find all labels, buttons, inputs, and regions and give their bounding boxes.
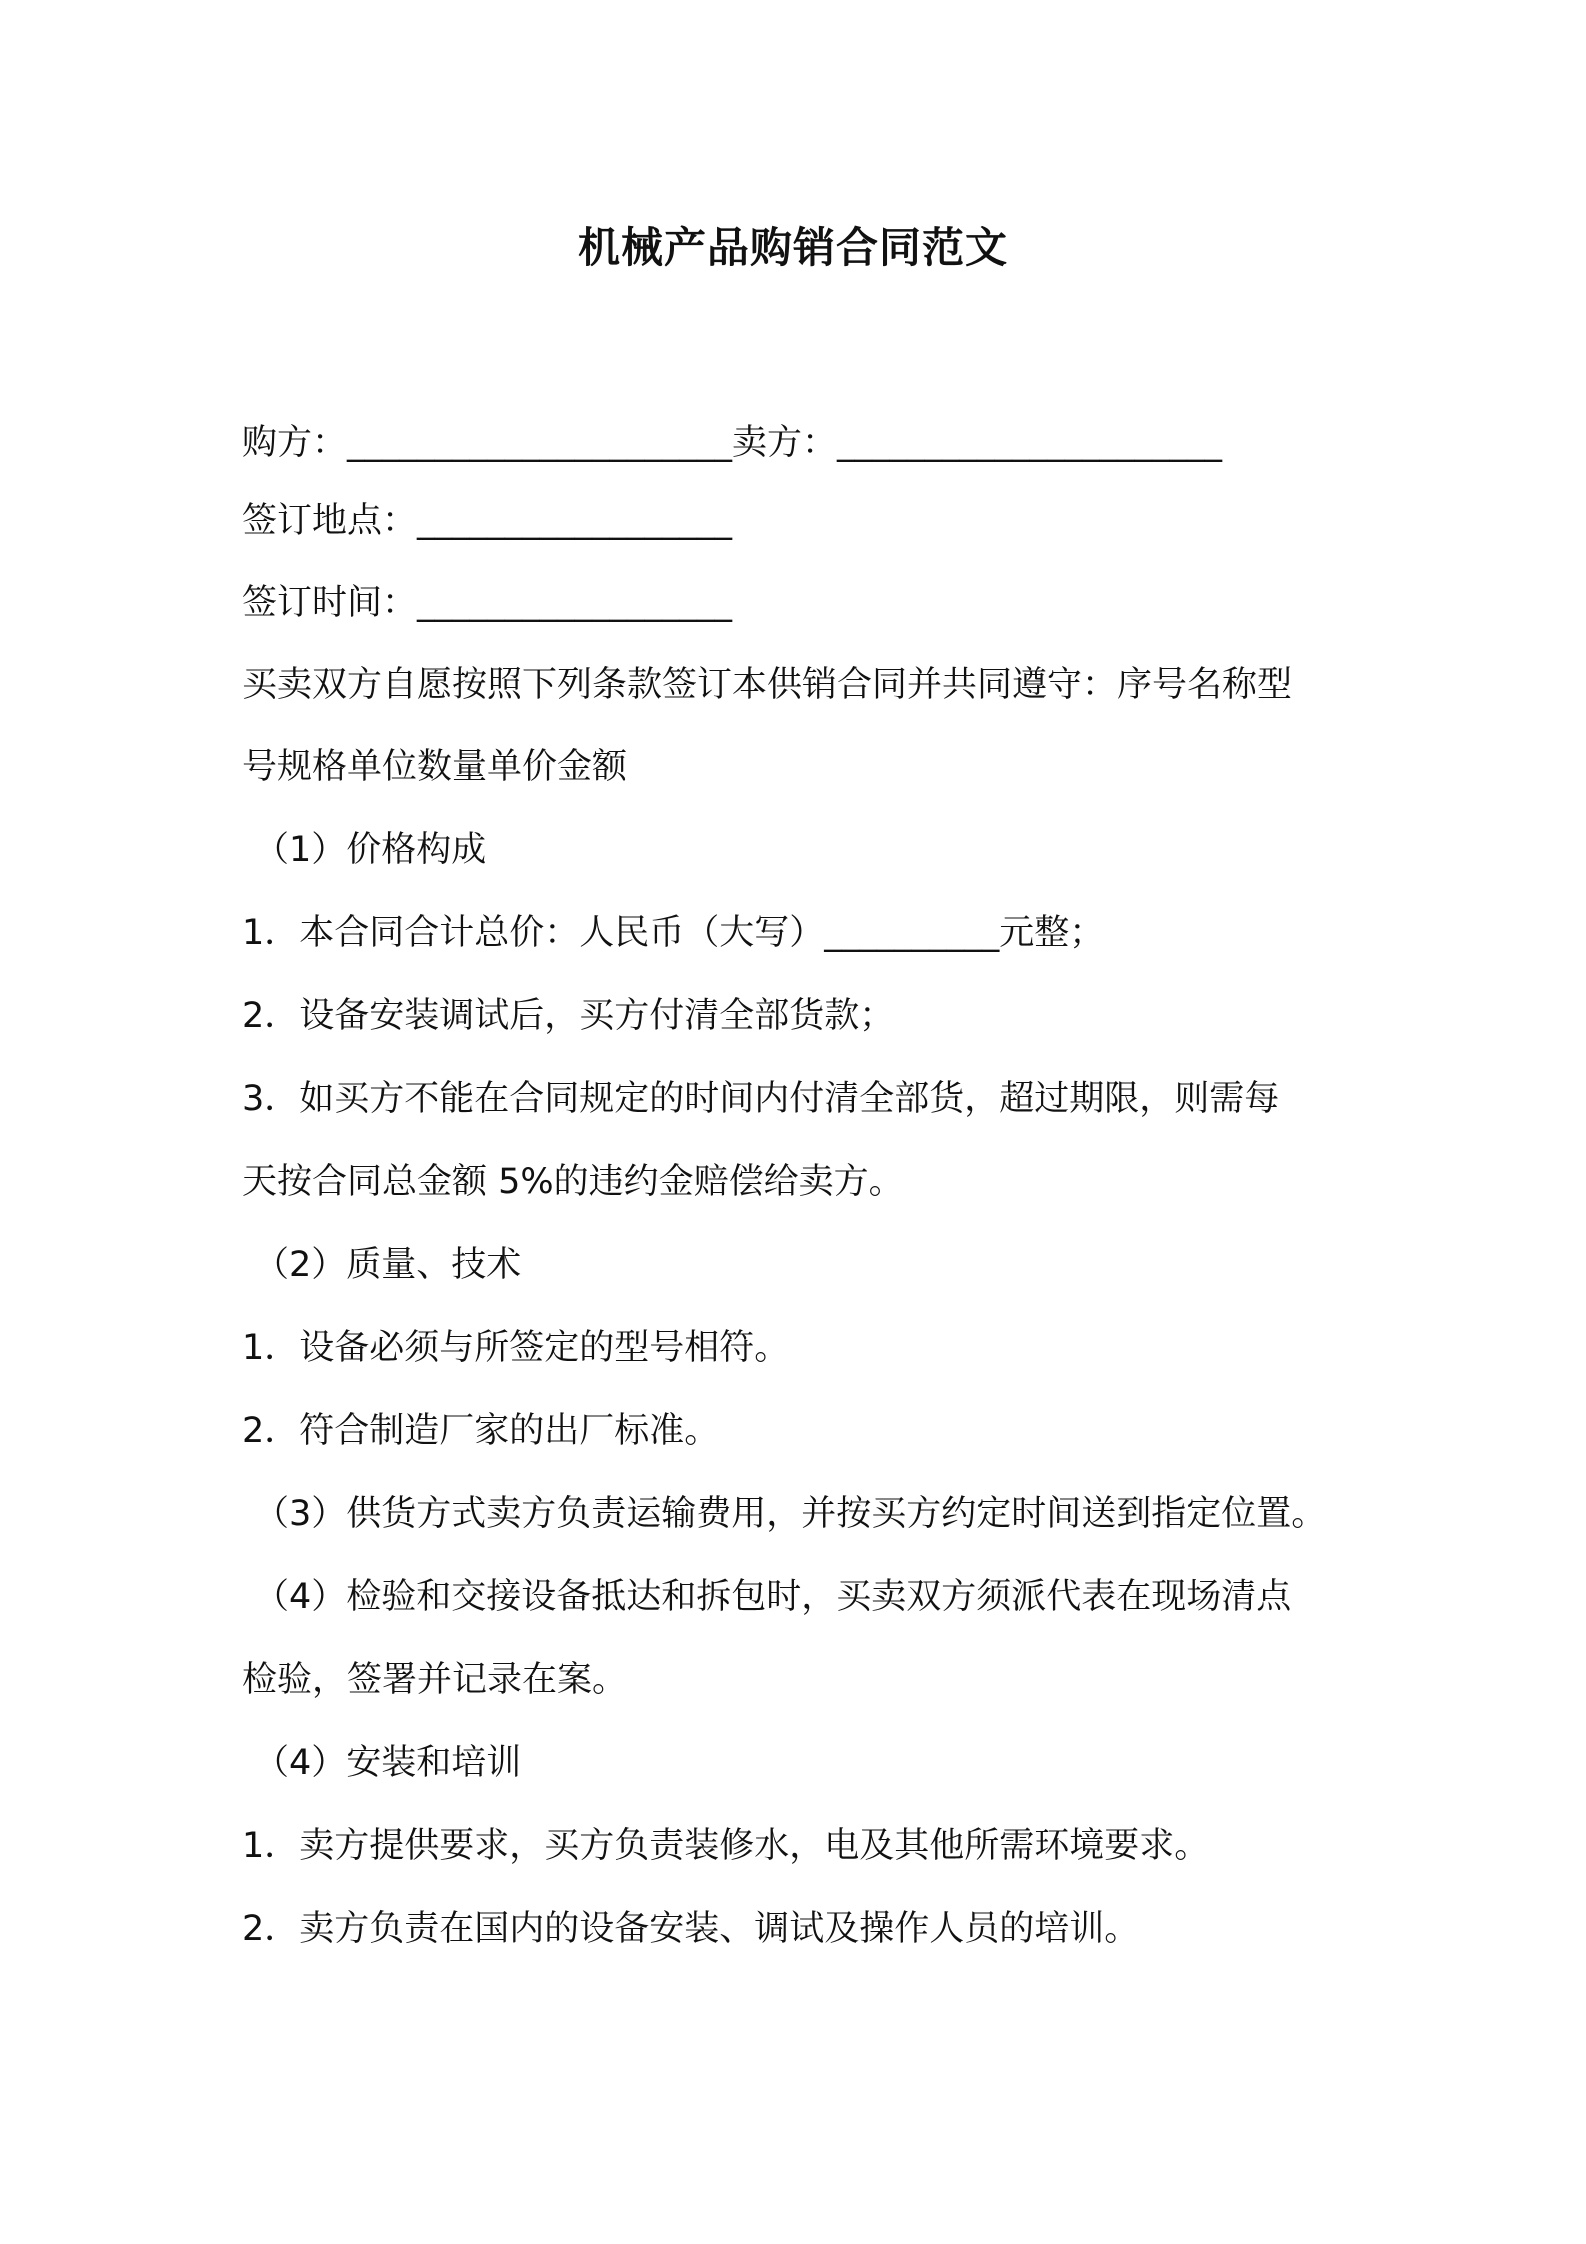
document-title: 机械产品购销合同范文 [577, 223, 1008, 272]
buyer-seller-line: 购方：______________________卖方：______________________ [242, 423, 1223, 463]
section-heading-installation: （4）安装和培训 [254, 1743, 522, 1783]
price-clause-1: 1．本合同合计总价：人民币（大写）__________元整； [242, 913, 1105, 953]
section-inspection-line-2: 检验，签署并记录在案。 [242, 1660, 628, 1700]
quality-clause-2: 2．符合制造厂家的出厂标准。 [242, 1411, 720, 1451]
quality-clause-1: 1．设备必须与所签定的型号相符。 [242, 1328, 790, 1368]
section-inspection-line-1: （4）检验和交接设备抵达和拆包时，买卖双方须派代表在现场清点 [254, 1577, 1292, 1617]
price-clause-3-line-2: 天按合同总金额 5%的违约金赔偿给卖方。 [242, 1162, 904, 1202]
price-clause-2: 2．设备安装调试后，买方付清全部货款； [242, 996, 895, 1036]
intro-paragraph-line-1: 买卖双方自愿按照下列条款签订本供销合同并共同遵守：序号名称型 [242, 665, 1293, 705]
intro-paragraph-line-2: 号规格单位数量单价金额 [242, 747, 628, 787]
signing-place-line: 签订地点：__________________ [242, 501, 733, 541]
section-heading-price: （1）价格构成 [254, 830, 487, 870]
signing-time-line: 签订时间：__________________ [242, 583, 733, 623]
section-supply-method: （3）供货方式卖方负责运输费用，并按买方约定时间送到指定位置。 [254, 1494, 1327, 1534]
installation-clause-2: 2．卖方负责在国内的设备安装、调试及操作人员的培训。 [242, 1909, 1140, 1949]
section-heading-quality: （2）质量、技术 [254, 1245, 522, 1285]
price-clause-3-line-1: 3．如买方不能在合同规定的时间内付清全部货，超过期限，则需每 [242, 1079, 1280, 1119]
installation-clause-1: 1．卖方提供要求，买方负责装修水，电及其他所需环境要求。 [242, 1826, 1210, 1866]
